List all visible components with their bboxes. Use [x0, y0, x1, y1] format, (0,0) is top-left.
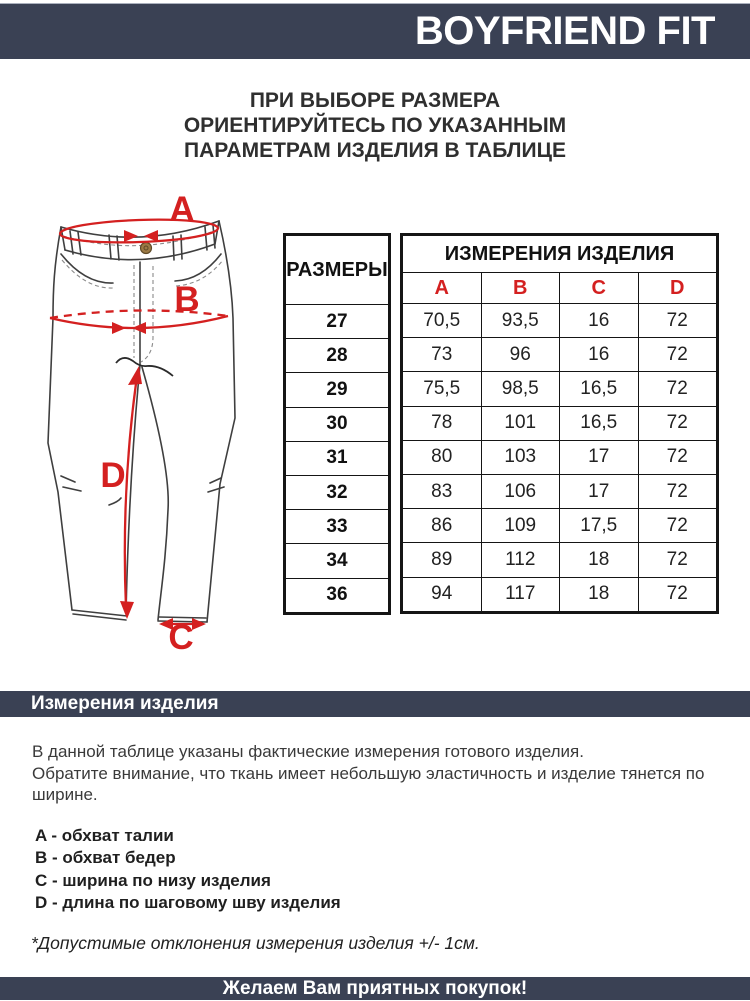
measure-row	[402, 406, 718, 440]
legend	[35, 825, 341, 915]
measure-cell: 72	[638, 304, 718, 338]
button-icon	[141, 243, 152, 254]
footer-message: Желаем Вам приятных покупок!	[222, 978, 528, 999]
measure-cell: 18	[560, 577, 639, 612]
size-cell: 32	[285, 475, 390, 509]
measure-cell: 72	[638, 474, 718, 508]
measure-cell: 72	[638, 440, 718, 474]
measure-cell: 17	[560, 440, 639, 474]
intro-line-2: ОРИЕНТИРУЙТЕСЬ ПО УКАЗАННЫМ	[183, 114, 567, 137]
measure-cell: 72	[638, 509, 718, 543]
measure-cell: 16	[560, 338, 639, 372]
hip-ellipse-b	[50, 310, 228, 318]
measure-cell: 70,5	[402, 304, 482, 338]
col-header-d: D	[638, 273, 718, 304]
legend-item-a: A - обхват талии	[35, 826, 174, 845]
measure-cell: 72	[638, 577, 718, 612]
legend-item-b: B - обхват бедер	[35, 848, 176, 868]
measure-cell: 93,5	[481, 304, 560, 338]
measure-row	[402, 304, 718, 338]
brand-title: BOYFRIEND FIT	[414, 9, 715, 53]
measure-cell: 101	[481, 406, 560, 440]
col-header-a: A	[402, 273, 482, 304]
measure-cell: 72	[638, 372, 718, 406]
size-cell: 34	[285, 544, 390, 578]
measure-cell: 86	[402, 509, 482, 543]
size-row	[285, 441, 390, 475]
size-cell: 27	[285, 305, 390, 339]
intro-line-3: ПАРАМЕТРАМ ИЗДЕЛИЯ В ТАБЛИЦЕ	[184, 139, 566, 162]
size-row	[285, 305, 390, 339]
measure-row	[402, 577, 718, 612]
size-cell: 31	[285, 441, 390, 475]
measure-cell: 89	[402, 543, 482, 577]
size-row	[285, 510, 390, 544]
measure-cell: 78	[402, 406, 482, 440]
sizes-table	[283, 233, 391, 615]
waist-ellipse-a	[60, 217, 219, 245]
measure-cell: 83	[402, 474, 482, 508]
measure-cell: 72	[638, 406, 718, 440]
measure-row	[402, 474, 718, 508]
section-title: Измерения изделия	[31, 693, 219, 714]
measure-cell: 72	[638, 543, 718, 577]
sizes-header: РАЗМЕРЫ	[285, 235, 390, 305]
measure-row	[402, 543, 718, 577]
measure-label-c: C	[168, 618, 194, 657]
size-cell: 36	[285, 578, 390, 613]
measure-row	[402, 509, 718, 543]
top-bar	[0, 3, 750, 59]
measure-cell: 18	[560, 543, 639, 577]
measure-cell: 16,5	[560, 406, 639, 440]
legend-item-c: C - ширина по низу изделия	[35, 870, 271, 890]
size-row	[285, 578, 390, 613]
measure-row	[402, 372, 718, 406]
measure-cell: 117	[481, 577, 560, 612]
section-bar	[0, 691, 750, 717]
measure-label-a: A	[169, 190, 195, 229]
measure-cell: 73	[402, 338, 482, 372]
intro-line-1: ПРИ ВЫБОРЕ РАЗМЕРА	[249, 89, 501, 112]
measure-cell: 94	[402, 577, 482, 612]
jeans-diagram	[25, 190, 285, 670]
measure-cell: 103	[481, 440, 560, 474]
size-cell: 33	[285, 510, 390, 544]
size-row	[285, 339, 390, 373]
measure-row	[402, 338, 718, 372]
disclaimer-note: *Допустимые отклонения измерения изделия +/- 1см.	[31, 933, 480, 953]
description	[32, 741, 732, 806]
measure-label-b: B	[174, 280, 200, 319]
size-row	[285, 407, 390, 441]
measure-cell: 75,5	[402, 372, 482, 406]
measure-cell: 98,5	[481, 372, 560, 406]
measures-table	[400, 233, 719, 614]
measure-cell: 16,5	[560, 372, 639, 406]
measure-cell: 72	[638, 338, 718, 372]
measure-cell: 112	[481, 543, 560, 577]
measure-cell: 109	[481, 509, 560, 543]
description-paragraph-2: Обратите внимание, что ткань имеет небольшую эластичность и изделие тянется по ширине.	[32, 763, 705, 804]
jeans-outline	[48, 221, 235, 622]
measure-cell: 80	[402, 440, 482, 474]
measure-row	[402, 440, 718, 474]
measure-cell: 17,5	[560, 509, 639, 543]
size-cell: 29	[285, 373, 390, 407]
measure-cell: 106	[481, 474, 560, 508]
intro-title	[0, 88, 750, 163]
col-header-c: C	[560, 273, 639, 304]
size-row	[285, 544, 390, 578]
measure-cell: 16	[560, 304, 639, 338]
footer-bar	[0, 977, 750, 1000]
description-paragraph-1: В данной таблице указаны фактические измерения готового изделия.	[32, 742, 584, 761]
size-row	[285, 373, 390, 407]
legend-item-d: D - длина по шаговому шву изделия	[35, 893, 341, 913]
size-row	[285, 475, 390, 509]
size-cell: 28	[285, 339, 390, 373]
measure-cell: 96	[481, 338, 560, 372]
measure-cell: 17	[560, 474, 639, 508]
col-header-b: B	[481, 273, 560, 304]
size-cell: 30	[285, 407, 390, 441]
measures-header: ИЗМЕРЕНИЯ ИЗДЕЛИЯ	[402, 235, 718, 273]
measure-label-d: D	[100, 456, 126, 495]
